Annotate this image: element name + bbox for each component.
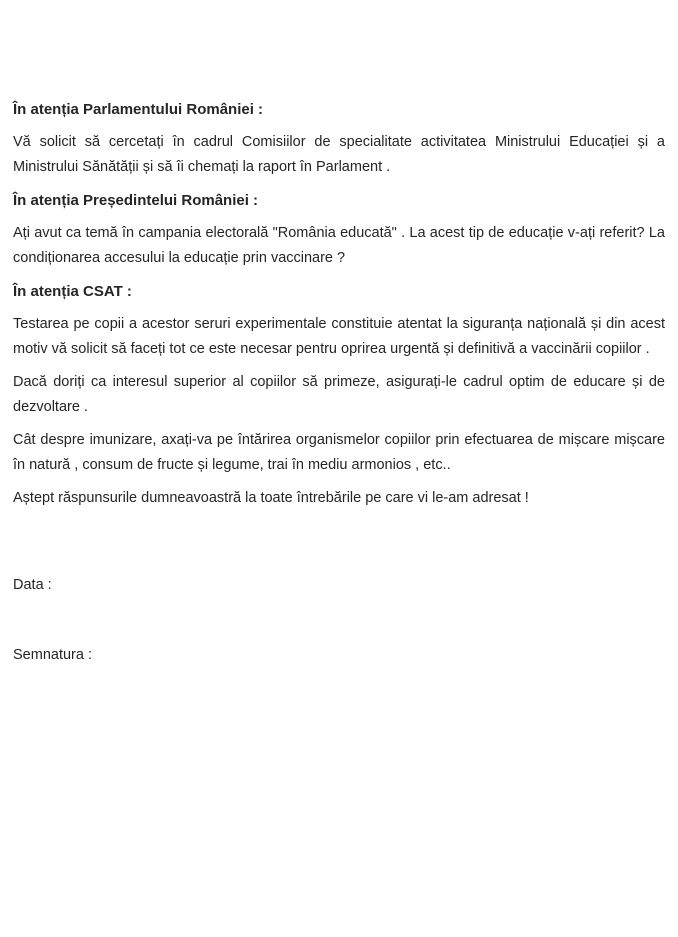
- section-heading-president: În atenția Președintelui României :: [13, 192, 259, 209]
- paragraph-csat-immunization: Cât despre imunizare, axați-va pe întărirea organismelor copiilor prin efectuarea de mișcare mișcare în natură , consum de fructe și legume, trai în mediu armonios , etc..: [13, 432, 665, 473]
- paragraph-closing: Aștept răspunsurile dumneavoastră la toate întrebările pe care vi le-am adresat !: [13, 490, 529, 506]
- date-label: Data :: [13, 577, 52, 593]
- paragraph-parliament-request: Vă solicit să cercetați în cadrul Comisiilor de specialitate activitatea Ministrului Educației și a Ministrului Sănătății și să îi chemați la raport în Parlament .: [13, 134, 665, 175]
- paragraph-president-question: Ați avut ca temă în campania electorală "România educată" . La acest tip de educație v-ați referit? La condiționarea accesului la educație prin vaccinare ?: [13, 225, 665, 266]
- signature-label: Semnatura :: [13, 647, 92, 663]
- section-heading-csat: În atenția CSAT :: [13, 283, 132, 300]
- section-heading-parliament: În atenția Parlamentului României :: [13, 101, 264, 118]
- paragraph-csat-testing: Testarea pe copii a acestor seruri experimentale constituie atentat la siguranța națională și din acest motiv vă solicit să faceți tot ce este necesar pentru oprirea urgentă și definitivă a vaccinării copiilor .: [13, 316, 665, 357]
- paragraph-csat-interest: Dacă doriți ca interesul superior al copiilor să primeze, asigurați-le cadrul optim de educare și de dezvoltare .: [13, 374, 665, 415]
